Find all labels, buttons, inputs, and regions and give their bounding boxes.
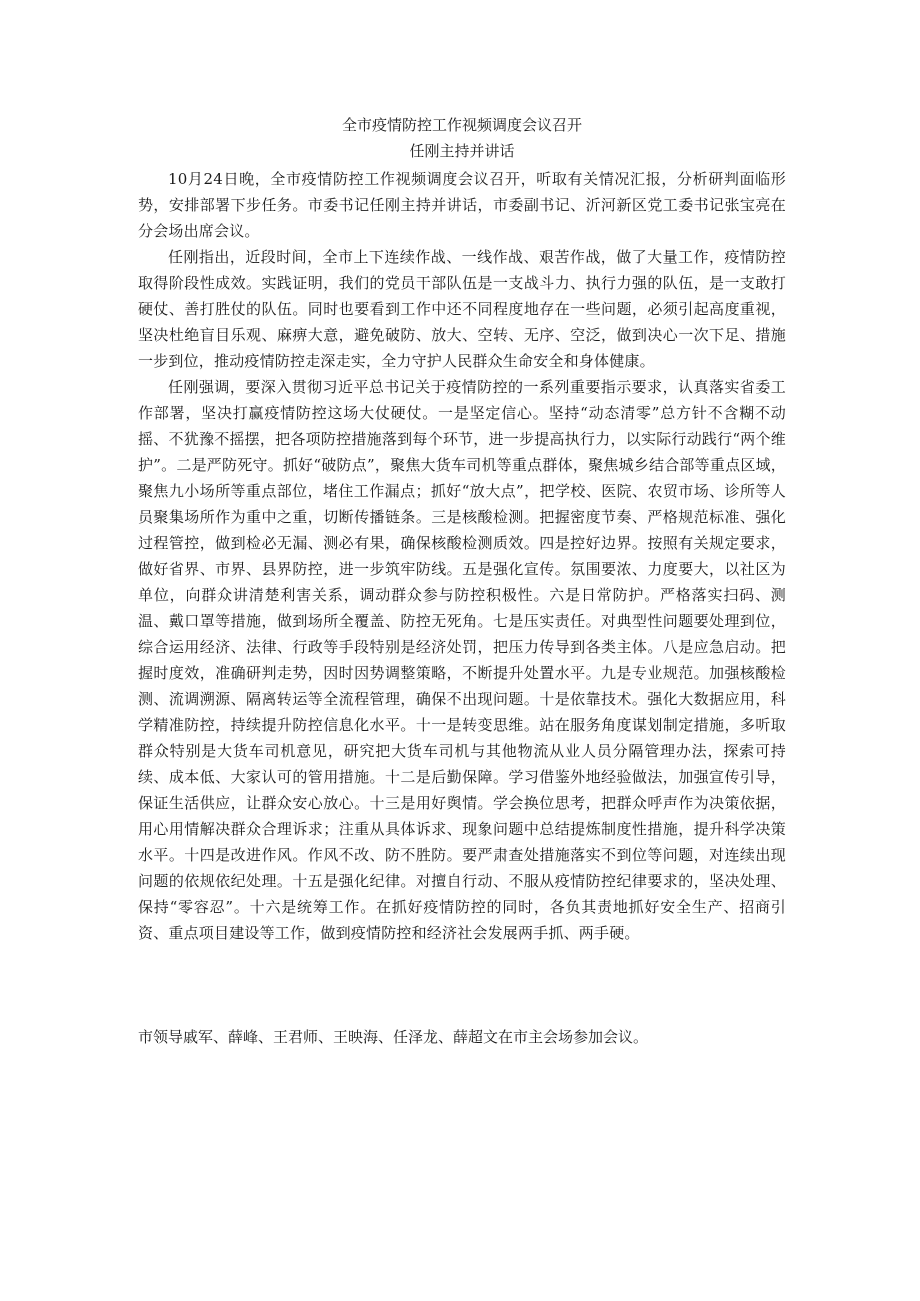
paragraph-1: 10月24日晚，全市疫情防控工作视频调度会议召开，听取有关情况汇报，分析研判面临形势，安排部署下步任务。市委书记任刚主持并讲话，市委副书记、沂河新区党工委书记张宝亮在分会场出席会议。 <box>138 170 786 240</box>
document-subtitle: 任刚主持并讲话 <box>409 142 515 160</box>
paragraph-3: 任刚强调，要深入贯彻习近平总书记关于疫情防控的一系列重要指示要求，认真落实省委工作部署，坚决打赢疫情防控这场大仗硬仗。一是坚定信心。坚持“动态清零”总方针不含糊不动摇、不犹豫不摇摆，把各项防控措施落到每个环节，进一步提高执行力，以实际行动践行“两个维护”。二是严防死守。抓好“破防点”，聚焦大货车司机等重点群体，聚焦城乡结合部等重点区域，聚焦九小场所等重点部位，堵住工作漏点；抓好“放大点”，把学校、医院、农贸市场、诊所等人员聚集场所作为重中之重，切断传播链条。三是核酸检测。把握密度节奏、严格规范标准、强化过程管控，做到检必无漏、测必有果，确保核酸检测质效。四是控好边界。按照有关规定要求，做好省界、市界、县界防控，进一步筑牢防线。五是强化宣传。氛围要浓、力度要大，以社区为单位，向群众讲清楚利害关系，调动群众参与防控积极性。六是日常防护。严格落实扫码、测温、戴口罩等措施，做到场所全覆盖、防控无死角。七是压实责任。对典型性问题要处理到位，综合运用经济、法律、行政等手段特别是经济处罚，把压力传导到各类主体。八是应急启动。把握时度效，准确研判走势，因时因势调整策略，不断提升处置水平。九是专业规范。加强核酸检测、流调溯源、隔离转运等全流程管理，确保不出现问题。十是依靠技术。强化大数据应用，科学精准防控，持续提升防控信息化水平。十一是转变思维。站在服务角度谋划制定措施，多听取群众特别是大货车司机意见，研究把大货车司机与其他物流从业人员分隔管理办法，探索可持续、成本低、大家认可的管用措施。十二是后勤保障。学习借鉴外地经验做法，加强宣传引导，保证生活供应，让群众安心放心。十三是用好舆情。学会换位思考，把群众呼声作为决策依据，用心用情解决群众合理诉求；注重从具体诉求、现象问题中总结提炼制度性措施，提升科学决策水平。十四是改进作风。作风不改、防不胜防。要严肃查处措施落实不到位等问题，对连续出现问题的依规依纪处理。十五是强化纪律。对擅自行动、不服从疫情防控纪律要求的，坚决处理、保持“零容忍”。十六是统筹工作。在抓好疫情防控的同时，各负其责地抓好安全生产、招商引资、重点项目建设等工作，做到疫情防控和经济社会发展两手抓、两手硬。 <box>138 378 786 942</box>
document-title: 全市疫情防控工作视频调度会议召开 <box>341 116 582 134</box>
blank-space <box>138 946 786 1024</box>
attendees-note: 市领导戚军、薛峰、王君师、王映海、任泽龙、薛超文在市主会场参加会议。 <box>138 1028 649 1046</box>
paragraph-2: 任刚指出，近段时间，全市上下连续作战、一线作战、艰苦作战，做了大量工作，疫情防控取得阶段性成效。实践证明，我们的党员干部队伍是一支战斗力、执行力强的队伍，是一支敢打硬仗、善打胜仗的队伍。同时也要看到工作中还不同程度地存在一些问题，必须引起高度重视，坚决杜绝盲目乐观、麻痹大意，避免破防、放大、空转、无序、空泛，做到决心一次下足、措施一步到位，推动疫情防控走深走实，全力守护人民群众生命安全和身体健康。 <box>138 248 786 370</box>
document-page <box>138 112 786 1050</box>
